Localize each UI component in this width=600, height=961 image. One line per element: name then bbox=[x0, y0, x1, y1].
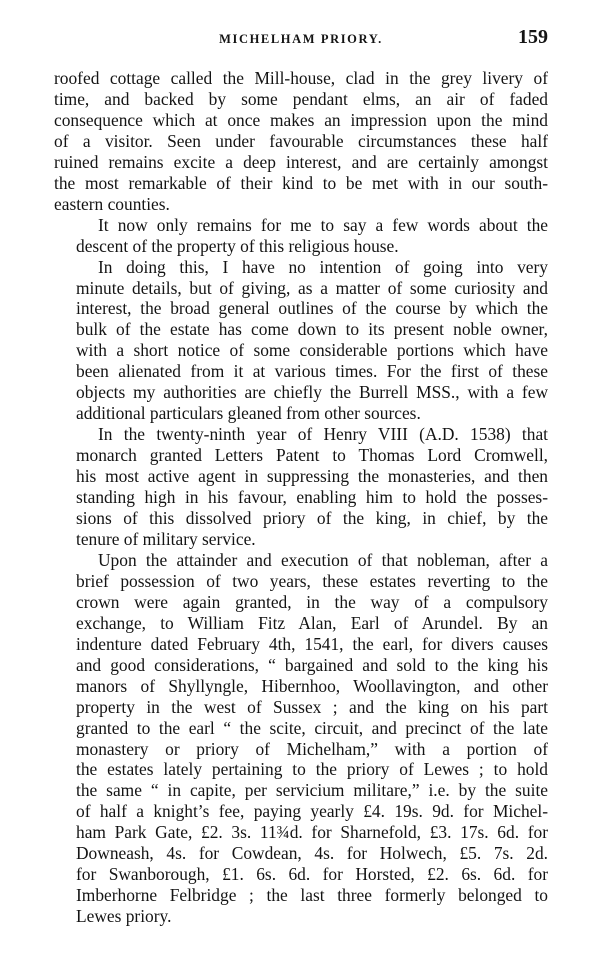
text-line: of half a knight’s fee, paying yearly £4. 19s. 9d. for Michel- bbox=[76, 801, 548, 822]
text-line: Upon the attainder and execution of that nobleman, after a bbox=[98, 549, 548, 570]
text-line: with a short notice of some considerable portions which have bbox=[76, 340, 548, 361]
text-line: for Swanborough, £1. 6s. 6d. for Horsted, £2. 6s. 6d. for bbox=[76, 864, 548, 885]
text-line: exchange, to William Fitz Alan, Earl of Arundel. By an bbox=[76, 612, 548, 633]
body-text bbox=[54, 68, 548, 927]
page-number: 159 bbox=[518, 26, 548, 48]
paragraph bbox=[54, 68, 548, 215]
text-line: In doing this, I have no intention of going into very bbox=[98, 256, 548, 277]
running-title: MICHELHAM PRIORY. bbox=[219, 32, 383, 46]
paragraph bbox=[54, 257, 548, 425]
text-line: and good considerations, “ bargained and sold to the king his bbox=[76, 654, 548, 675]
paragraph bbox=[54, 215, 548, 257]
text-line: his most active agent in suppressing the monasteries, and then bbox=[76, 466, 548, 487]
text-line: consequence which at once makes an impression upon the mind bbox=[54, 109, 548, 130]
text-line: the same “ in capite, per servicium militare,” i.e. by the suite bbox=[76, 780, 548, 801]
text-line: been alienated from it at various times. For the first of these bbox=[76, 361, 548, 382]
paragraph bbox=[54, 550, 548, 927]
text-line: granted to the earl “ the scite, circuit, and precinct of the late bbox=[76, 717, 548, 738]
text-line: eastern counties. bbox=[54, 193, 170, 214]
text-line: the most remarkable of their kind to be met with in our south- bbox=[54, 172, 548, 193]
text-line: Imberhorne Felbridge ; the last three formerly belonged to bbox=[76, 885, 548, 906]
text-line: standing high in his favour, enabling him to hold the posses- bbox=[76, 487, 548, 508]
text-line: Downeash, 4s. for Cowdean, 4s. for Holwech, £5. 7s. 2d. bbox=[76, 843, 548, 864]
text-line: property in the west of Sussex ; and the king on his part bbox=[76, 696, 548, 717]
text-line: brief possession of two years, these estates reverting to the bbox=[76, 570, 548, 591]
text-line: monastery or priory of Michelham,” with a portion of bbox=[76, 738, 548, 759]
running-head bbox=[54, 26, 548, 54]
text-line: Lewes priory. bbox=[76, 906, 172, 927]
paragraph bbox=[54, 424, 548, 550]
text-line: tenure of military service. bbox=[76, 528, 256, 549]
text-line: manors of Shyllyngle, Hibernhoo, Woollavington, and other bbox=[76, 675, 548, 696]
text-line: In the twenty-ninth year of Henry VIII (A.D. 1538) that bbox=[98, 424, 548, 445]
text-line: sions of this dissolved priory of the king, in chief, by the bbox=[76, 508, 548, 529]
text-line: descent of the property of this religious house. bbox=[76, 235, 399, 256]
text-line: interest, the broad general outlines of the course by which the bbox=[76, 298, 548, 319]
book-page bbox=[54, 26, 548, 927]
text-line: bulk of the estate has come down to its present noble owner, bbox=[76, 319, 548, 340]
text-line: crown were again granted, in the way of a compulsory bbox=[76, 591, 548, 612]
text-line: the estates lately pertaining to the priory of Lewes ; to hold bbox=[76, 759, 548, 780]
text-line: ruined remains excite a deep interest, and are certainly amongst bbox=[54, 151, 548, 172]
text-line: indenture dated February 4th, 1541, the earl, for divers causes bbox=[76, 633, 548, 654]
text-line: time, and backed by some pendant elms, an air of faded bbox=[54, 88, 548, 109]
text-line: roofed cottage called the Mill-house, clad in the grey livery of bbox=[54, 68, 548, 88]
text-line: monarch granted Letters Patent to Thomas Lord Cromwell, bbox=[76, 445, 548, 466]
text-line: objects my authorities are chiefly the Burrell MSS., with a few bbox=[76, 382, 548, 403]
text-line: of a visitor. Seen under favourable circumstances these half bbox=[54, 130, 548, 151]
text-line: It now only remains for me to say a few words about the bbox=[98, 214, 548, 235]
text-line: ham Park Gate, £2. 3s. 11¾d. for Sharnefold, £3. 17s. 6d. for bbox=[76, 822, 548, 843]
text-line: minute details, but of giving, as a matter of some curiosity and bbox=[76, 277, 548, 298]
text-line: additional particulars gleaned from other sources. bbox=[76, 403, 421, 424]
